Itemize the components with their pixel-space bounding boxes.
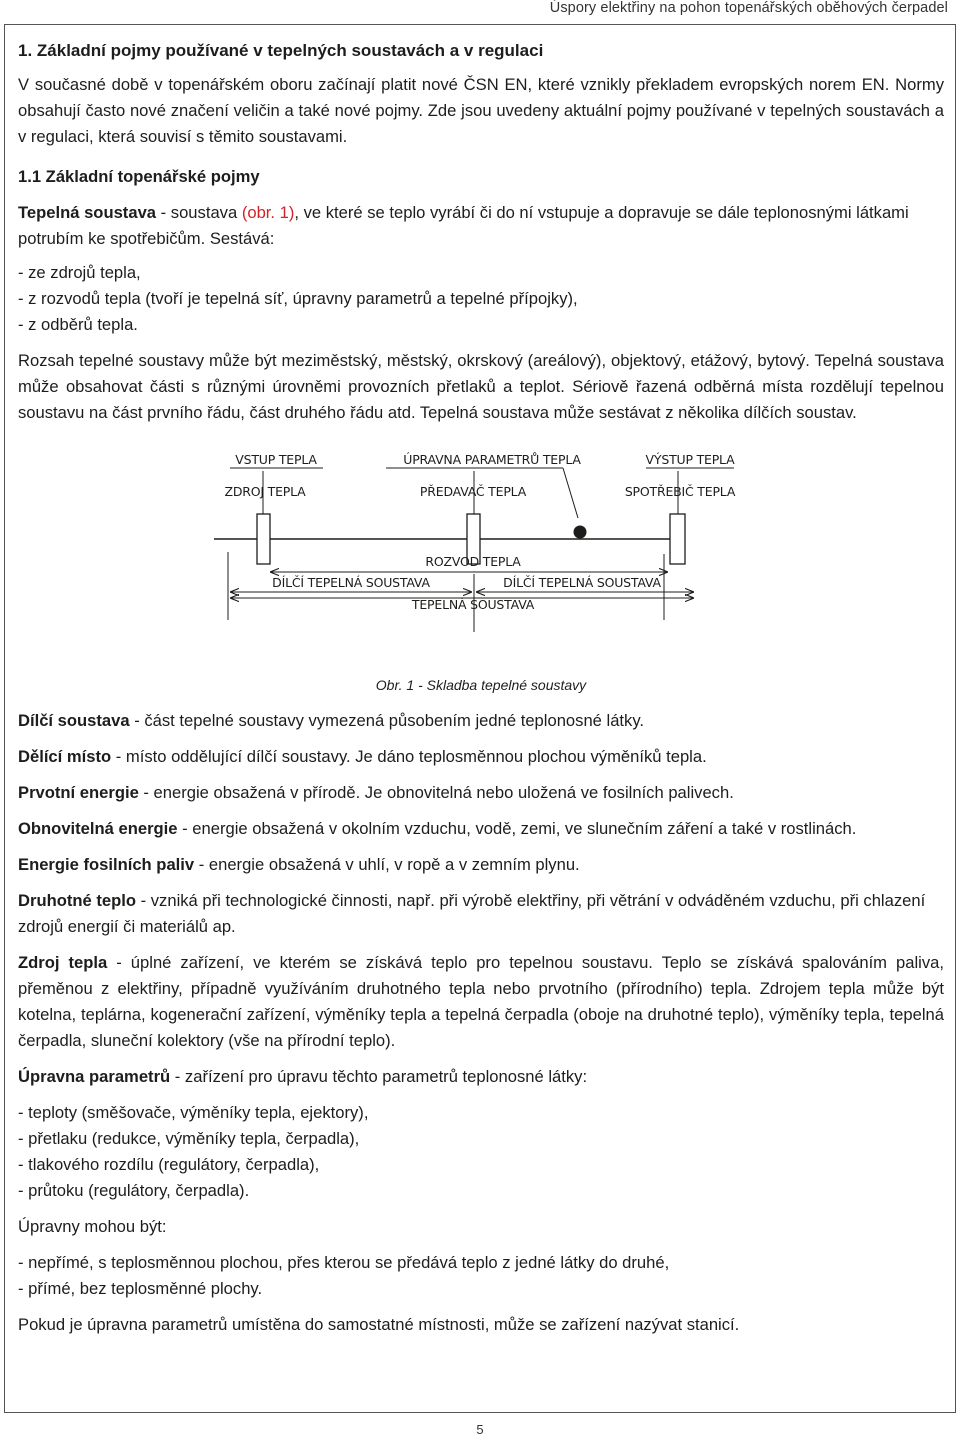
definition-text: - energie obsažená v uhlí, v ropě a v zemním plynu. — [194, 855, 580, 874]
figure-reference: (obr. 1) — [241, 203, 295, 222]
term: Energie fosilních paliv — [18, 855, 195, 874]
figure-caption: Obr. 1 - Skladba tepelné soustavy — [375, 677, 587, 693]
definition-text: - vzniká při technologické činnosti, např. při výrobě elektřiny, při větrání v odváděném vzduchu, při chlazení zdrojů energií či materiálů ap. — [18, 891, 926, 936]
label-predavac-tepla: PŘEDAVAČ TEPLA — [419, 484, 527, 499]
definition-item — [18, 780, 944, 806]
list-item: - průtoku (regulátory, čerpadla). — [18, 1181, 250, 1200]
label-vstup-tepla: VSTUP TEPLA — [235, 452, 317, 467]
definition-item — [18, 708, 944, 734]
label-dilci-soustava-2: DÍLČÍ TEPELNÁ SOUSTAVA — [503, 575, 661, 590]
consists-list — [18, 260, 944, 338]
term: Dílčí soustava — [18, 711, 130, 730]
definition-item — [18, 1064, 944, 1090]
label-upravna-parametru: ÚPRAVNA PARAMETRŮ TEPLA — [403, 452, 581, 467]
definition-text: - část tepelné soustavy vymezená působením jedné teplonosné látky. — [129, 711, 645, 730]
list-item: - z rozvodů tepla (tvoří je tepelná síť, úpravny parametrů a tepelné přípojky), — [18, 289, 578, 308]
definition-text: - místo oddělující dílčí soustavy. Je dáno teplosměnnou plochou výměníků tepla. — [111, 747, 707, 766]
list-item: - z odběrů tepla. — [18, 315, 138, 334]
running-header: Úspory elektřiny na pohon topenářských oběhových čerpadel — [549, 0, 948, 16]
definition-item — [18, 816, 944, 842]
label-tepelna-soustava: TEPELNÁ SOUSTAVA — [411, 597, 535, 612]
closing-paragraph: Pokud je úpravna parametrů umístěna do samostatné místnosti, může se zařízení nazývat stanicí. — [18, 1315, 740, 1334]
upravny-list — [18, 1250, 944, 1302]
definition-item — [18, 888, 944, 940]
term: Prvotní energie — [18, 783, 139, 802]
section-title: 1. Základní pojmy používané v tepelných soustavách a v regulaci — [18, 41, 544, 60]
list-item: - přímé, bez teplosměnné plochy. — [18, 1279, 263, 1298]
upravny-title: Úpravny mohou být: — [18, 1217, 167, 1236]
term: Dělící místo — [18, 747, 112, 766]
term: Obnovitelná energie — [18, 819, 178, 838]
definition-item — [18, 744, 944, 770]
term: Zdroj tepla — [18, 953, 108, 972]
list-item: - nepřímé, s teplosměnnou plochou, přes kterou se předává teplo z jedné látky do druhé, — [18, 1253, 670, 1272]
list-item: - ze zdrojů tepla, — [18, 263, 141, 282]
list-item: - přetlaku (redukce, výměníky tepla, čerpadla), — [18, 1129, 360, 1148]
term: Tepelná soustava — [18, 203, 157, 222]
list-item: - teploty (směšovače, výměníky tepla, ejektory), — [18, 1103, 369, 1122]
zdroj-box — [257, 514, 270, 564]
page-content — [18, 38, 944, 1338]
label-rozvod-tepla: ROZVOD TEPLA — [425, 554, 521, 569]
label-zdroj-tepla: ZDROJ TEPLA — [224, 484, 306, 499]
params-list — [18, 1100, 944, 1204]
heat-system-diagram — [18, 434, 944, 670]
definition-text: - energie obsažená v přírodě. Je obnovitelná nebo uložená ve fosilních palivech. — [138, 783, 734, 802]
rozsah-paragraph: Rozsah tepelné soustavy může být meziměstský, městský, okrskový (areálový), objektový, etážový, bytový. Tepelná soustava může obsahovat části s různými úrovněmi provozních přetlaků a teplot. Sériově řazená odběrná místa rozdělují tepelnou soustavu na část prvního řádu, část druhého řádu atd. Tepelná soustava může sestávat z několika dílčích soustav. — [18, 351, 944, 422]
page-number: 5 — [476, 1422, 484, 1437]
subsection-title: 1.1 Základní topenářské pojmy — [18, 167, 260, 186]
guide-line-upravna — [563, 468, 578, 518]
definition-text: , ve které se teplo vyrábí či do ní vstupuje a dopravuje se dále teplonosnými látkami potrubím ke spotřebičům. Sestává: — [18, 203, 909, 248]
figure-diagram — [18, 434, 944, 670]
term: Úpravna parametrů — [18, 1067, 171, 1086]
spotrebic-box — [670, 514, 685, 564]
definition-dash: - soustava — [156, 203, 242, 222]
label-dilci-soustava-1: DÍLČÍ TEPELNÁ SOUSTAVA — [272, 575, 430, 590]
term: Druhotné teplo — [18, 891, 136, 910]
definition-text: - zařízení pro úpravu těchto parametrů teplonosné látky: — [170, 1067, 588, 1086]
definition-text: - úplné zařízení, ve kterém se získává teplo pro tepelnou soustavu. Teplo se získává spalováním paliva, přeměnou z elektřiny, případně využíváním druhotného tepla nebo prvotního (přírodního) tepla. Zdrojem tepla může být kotelna, teplárna, kogenerační zařízení, výměníky tepla a tepelná čerpadla (oboje na druhotné teplo), výměníky tepla, tepelná čerpadla, sluneční kolektory (vše na přírodní teplo). — [18, 953, 944, 1050]
list-item: - tlakového rozdílu (regulátory, čerpadla), — [18, 1155, 320, 1174]
label-vystup-tepla: VÝSTUP TEPLA — [645, 452, 735, 467]
label-spotrebic-tepla: SPOTŘEBIČ TEPLA — [624, 484, 736, 499]
definition-item — [18, 852, 944, 878]
tepelna-soustava-definition — [18, 200, 944, 252]
intro-paragraph: V současné době v topenářském oboru začínají platit nové ČSN EN, které vznikly překladem evropských norem EN. Normy obsahují často nové značení veličin a také nové pojmy. Zde jsou uvedeny aktuální pojmy používané v tepelných soustavách a v regulaci, která souvisí s těmito soustavami. — [18, 75, 944, 146]
definition-text: - energie obsažená v okolním vzduchu, vodě, zemi, ve slunečním záření a také v rostlinách. — [177, 819, 857, 838]
definition-item — [18, 950, 944, 1054]
definitions-list — [18, 708, 944, 1090]
upravna-valve — [574, 526, 587, 539]
